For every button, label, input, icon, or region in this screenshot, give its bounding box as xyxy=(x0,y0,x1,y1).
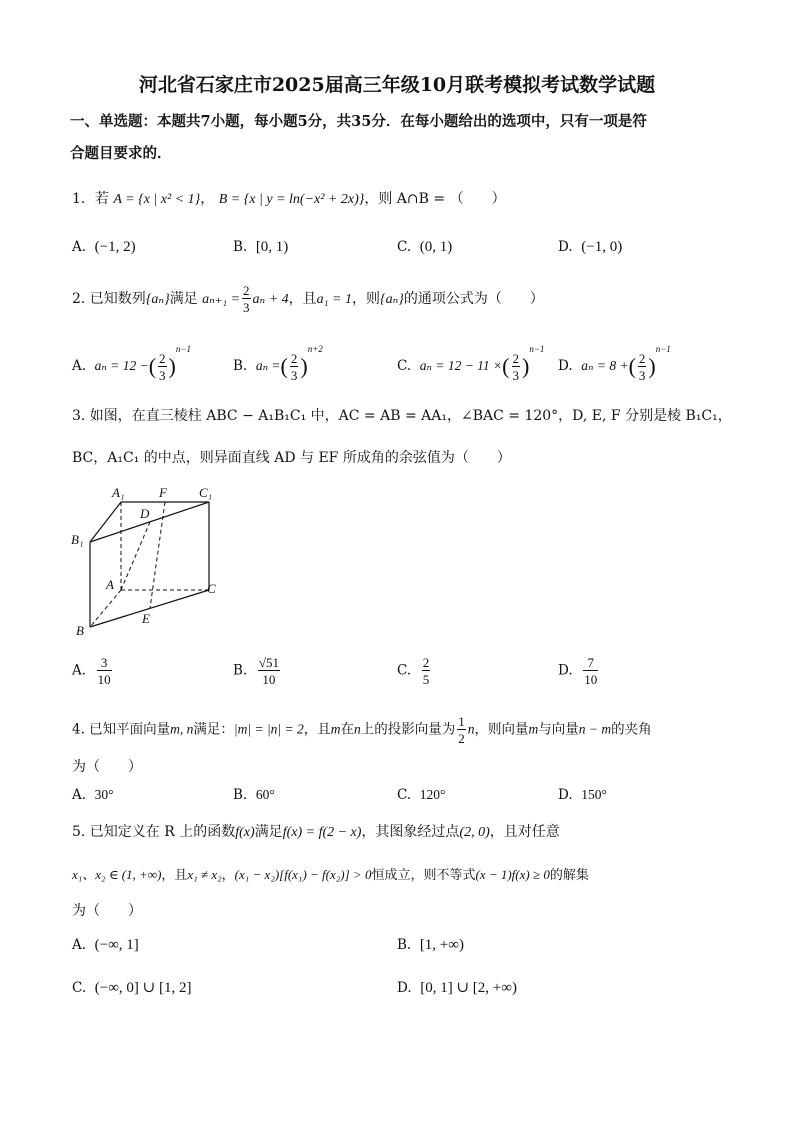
question-1: 1．若 A = {x | x² < 1}， B = {x | y = ln(−x² + 2x)}，则 A∩B = （ ） xyxy=(72,191,506,207)
question-2: 2. 已知数列{aₙ}满足 aₙ₊₁ = $\frac{2}{3}$ aₙ + 4，且a₁ = 1，则{aₙ}的通项公式为（ ） xyxy=(72,283,544,315)
label-d: D xyxy=(140,506,150,521)
q2-option-a[interactable]: A. aₙ = 12 −( $\frac{2}{3}$ )$^{n-1}$ xyxy=(72,344,191,383)
page-title: 河北省石家庄市2025届高三年级10月联考模拟考试数学试题 xyxy=(138,74,656,96)
q4-option-b[interactable]: B. 60° xyxy=(233,787,275,803)
label-c: C xyxy=(207,581,216,596)
label-b: B xyxy=(76,623,84,638)
q3-option-c[interactable]: C. $\frac{2}{5}$ xyxy=(397,655,430,687)
question-4-line2: 为（ ） xyxy=(72,759,142,775)
q1-stem-tail: ，则 A∩B = （ ） xyxy=(364,191,506,207)
q3-option-a[interactable]: A. $\frac{3}{10}$ xyxy=(72,655,111,687)
q5-option-a[interactable]: A. (−∞, 1] xyxy=(72,937,139,953)
q3-option-d[interactable]: D. $\frac{7}{10}$ xyxy=(558,655,598,687)
q1-option-b[interactable]: B. [0, 1) xyxy=(233,239,289,255)
question-5-line3: 为（ ） xyxy=(72,903,142,919)
q3-option-b[interactable]: B. $\frac{√51}{10}$ xyxy=(233,655,279,687)
q1-option-c[interactable]: C. (0, 1) xyxy=(397,239,453,255)
q2-option-d[interactable]: D. aₙ = 8 +( $\frac{2}{3}$ )$^{n-1}$ xyxy=(558,344,671,383)
label-c1: C₁ xyxy=(199,485,213,500)
label-b1: B₁ xyxy=(71,532,84,547)
question-5-line2: x₁、x₂ ∈ (1, +∞)，且x₁ ≠ x₂，(x₁ − x₂)[f(x₁) − f(x₂)] > 0恒成立，则不等式(x − 1)f(x) ≥ 0的解集 xyxy=(72,867,589,883)
q1-set-a: A = {x | x² < 1} xyxy=(113,192,201,207)
question-3-line1: 3. 如图，在直三棱柱 ABC − A₁B₁C₁ 中，AC = AB = AA₁，∠BAC = 120°，D, E, F 分别是棱 B₁C₁， xyxy=(72,408,732,424)
q5-option-c[interactable]: C. (−∞, 0] ∪ [1, 2] xyxy=(72,980,192,996)
q1-option-a[interactable]: A. (−1, 2) xyxy=(72,239,136,255)
question-5-line1: 5. 已知定义在 R 上的函数f(x)满足f(x) = f(2 − x)，其图象经过点(2, 0)，且对任意 xyxy=(72,824,560,840)
q5-option-d[interactable]: D. [0, 1] ∪ [2, +∞) xyxy=(397,980,517,996)
section-instructions-line2: 合题目要求的． xyxy=(70,145,172,162)
q2-option-b[interactable]: B. aₙ =( $\frac{2}{3}$ )$^{n+2}$ xyxy=(233,344,323,383)
label-e: E xyxy=(142,611,150,626)
label-f: F xyxy=(159,485,167,500)
q2-option-c[interactable]: C. aₙ = 12 − 11 ×( $\frac{2}{3}$ )$^{n-1}$ xyxy=(397,344,545,383)
q1-option-d[interactable]: D. (−1, 0) xyxy=(558,239,623,255)
question-4-line1: 4. 已知平面向量m, n满足：|m| = |n| = 2，且m在n上的投影向量为 $\frac{1}{2}$ n，则向量m与向量n − m的夹角 xyxy=(72,714,652,746)
section-instructions-line1: 一、单选题：本题共7小题，每小题5分，共35分．在每小题给出的选项中，只有一项是符 xyxy=(70,113,647,130)
label-a: A xyxy=(106,577,114,592)
prism-figure xyxy=(68,480,238,640)
q1-number: 1．若 xyxy=(72,191,109,207)
q4-option-d[interactable]: D. 150° xyxy=(558,787,607,803)
label-a1: A₁ xyxy=(112,485,125,500)
q5-option-b[interactable]: B. [1, +∞) xyxy=(397,937,464,953)
q4-option-c[interactable]: C. 120° xyxy=(397,787,446,803)
q4-option-a[interactable]: A. 30° xyxy=(72,787,114,803)
question-3-line2: BC，A₁C₁ 的中点，则异面直线 AD 与 EF 所成角的余弦值为（ ） xyxy=(72,450,511,466)
q1-set-b: B = {x | y = ln(−x² + 2x)} xyxy=(218,192,365,207)
